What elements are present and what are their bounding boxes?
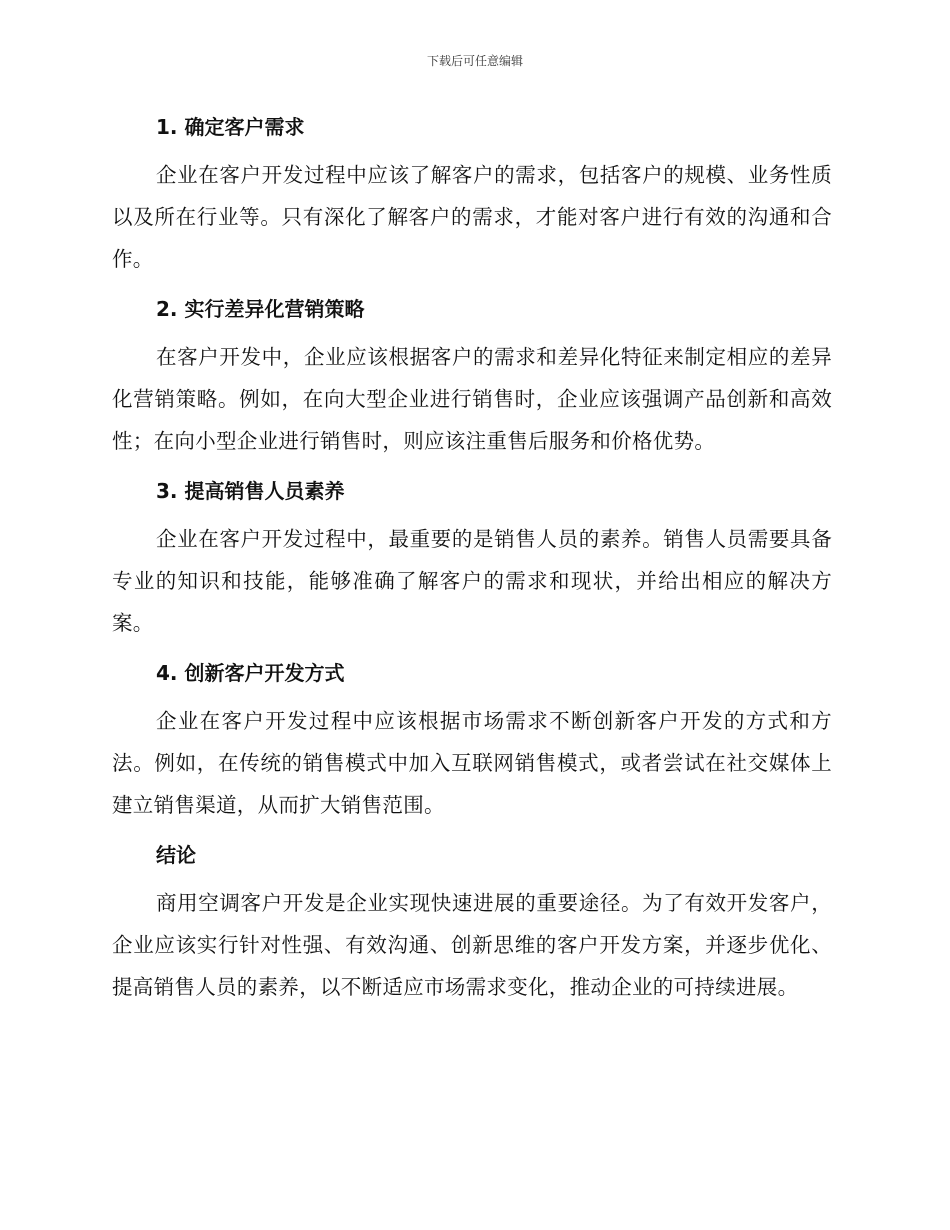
section-4 <box>112 652 832 826</box>
section-heading: 结论 <box>156 843 196 867</box>
section-paragraph: 商用空调客户开发是企业实现快速进展的重要途径。为了有效开发客户，企业应该实行针对性强、有效沟通、创新思维的客户开发方案，并逐步优化、提高销售人员的素养，以不断适应市场需求变化，推动企业的可持续进展。 <box>112 891 832 999</box>
section-3 <box>112 470 832 644</box>
section-paragraph: 企业在客户开发过程中应该了解客户的需求，包括客户的规模、业务性质以及所在行业等。只有深化了解客户的需求，才能对客户进行有效的沟通和合作。 <box>112 163 832 271</box>
section-heading: 4. 创新客户开发方式 <box>156 661 345 685</box>
document-body <box>112 106 832 1016</box>
page-header: 下载后可任意编辑 <box>426 54 523 68</box>
section-conclusion <box>112 834 832 1008</box>
section-heading: 1. 确定客户需求 <box>156 115 305 139</box>
section-heading: 3. 提高销售人员素养 <box>156 479 345 503</box>
section-paragraph: 企业在客户开发过程中应该根据市场需求不断创新客户开发的方式和方法。例如，在传统的销售模式中加入互联网销售模式，或者尝试在社交媒体上建立销售渠道，从而扩大销售范围。 <box>112 709 832 817</box>
section-1 <box>112 106 832 280</box>
section-2 <box>112 288 832 462</box>
section-paragraph: 在客户开发中，企业应该根据客户的需求和差异化特征来制定相应的差异化营销策略。例如，在向大型企业进行销售时，企业应该强调产品创新和高效性；在向小型企业进行销售时，则应该注重售后服务和价格优势。 <box>112 345 832 453</box>
section-heading: 2. 实行差异化营销策略 <box>156 297 365 321</box>
section-paragraph: 企业在客户开发过程中，最重要的是销售人员的素养。销售人员需要具备专业的知识和技能，能够准确了解客户的需求和现状，并给出相应的解决方案。 <box>112 527 832 635</box>
